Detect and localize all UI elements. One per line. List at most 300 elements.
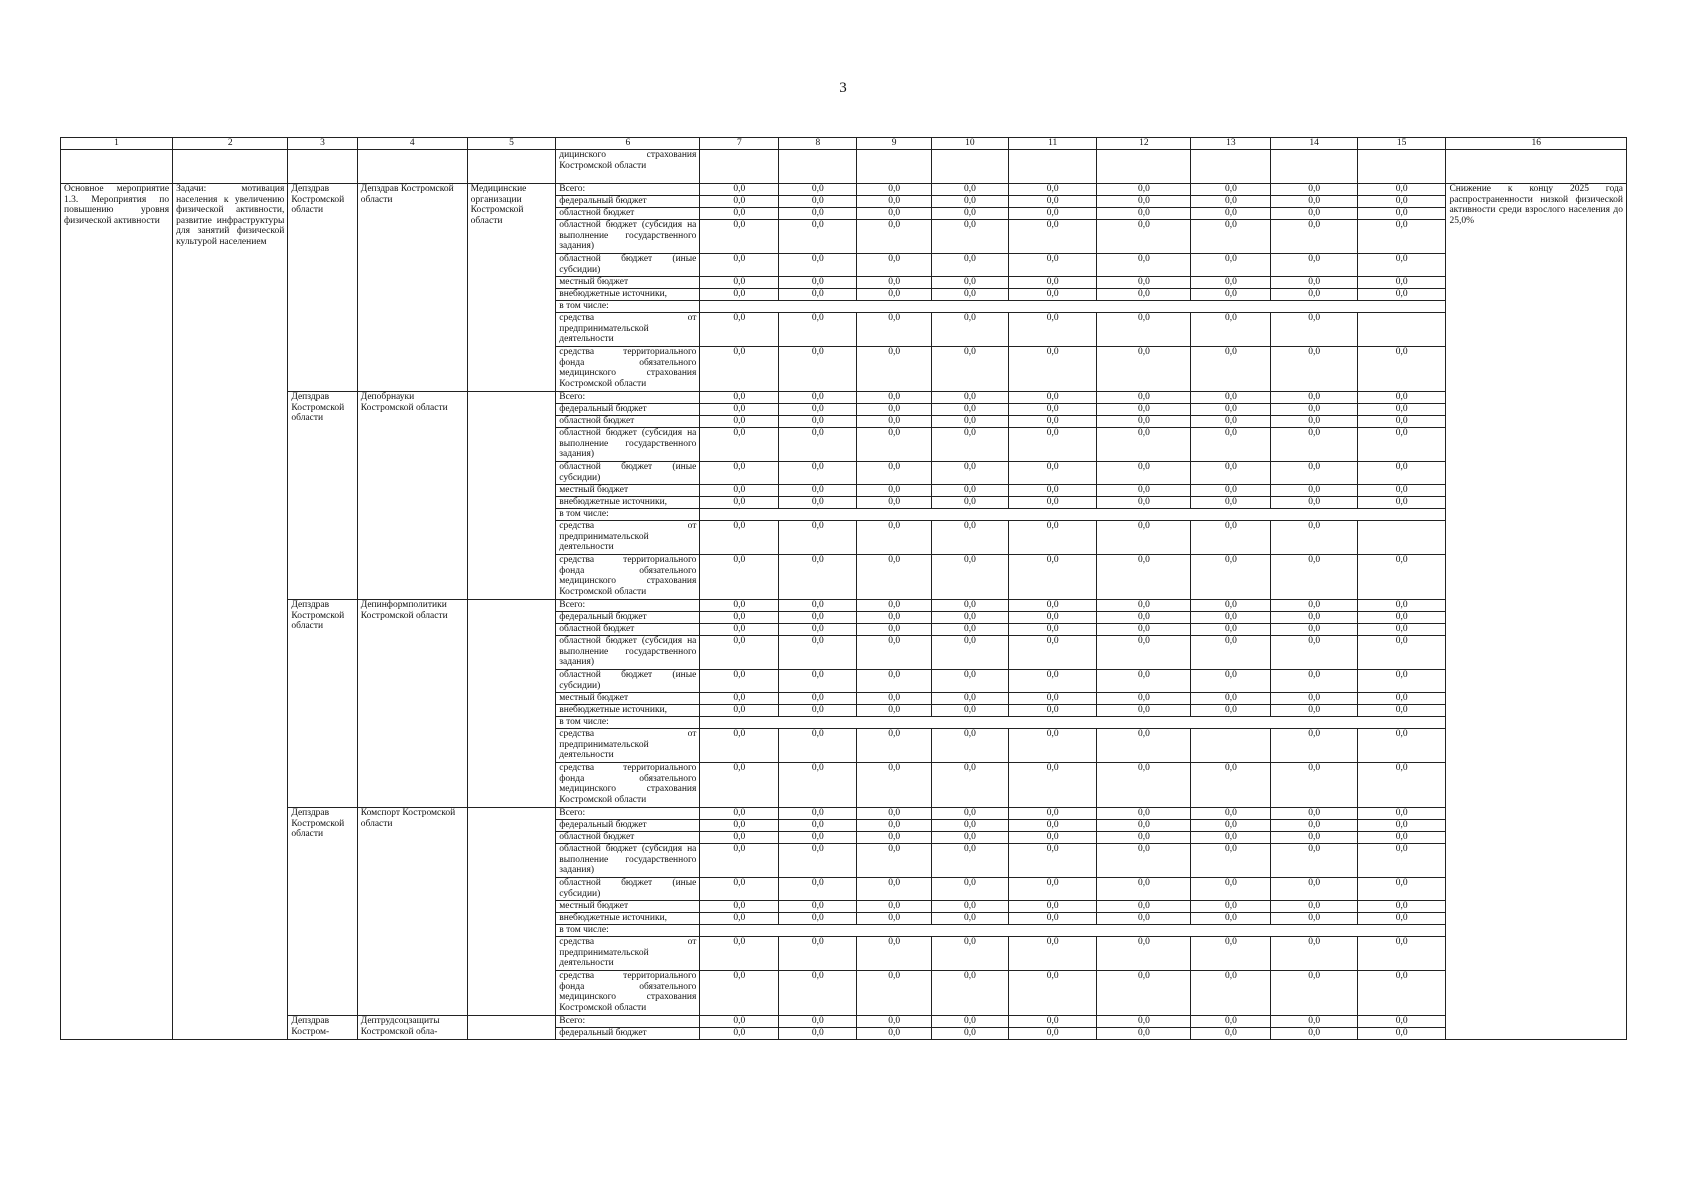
amount-cell: 0,0 xyxy=(700,184,779,196)
column-number: 3 xyxy=(288,138,357,150)
amount-cell: 0,0 xyxy=(1271,636,1357,670)
amount-cell: 0,0 xyxy=(857,289,932,301)
amount-cell: 0,0 xyxy=(1097,196,1191,208)
amount-cell: 0,0 xyxy=(1191,208,1271,220)
amount-cell: 0,0 xyxy=(779,485,857,497)
amount-cell: 0,0 xyxy=(1271,820,1357,832)
amount-cell: 0,0 xyxy=(1008,313,1097,347)
empty-cell xyxy=(779,150,857,184)
funding-source-label: областной бюджет (субсидия на выполнение государственного задания) xyxy=(556,844,700,878)
amount-cell: 0,0 xyxy=(1191,404,1271,416)
amount-cell: 0,0 xyxy=(1008,820,1097,832)
amount-cell: 0,0 xyxy=(779,220,857,254)
executor: Комспорт Костромской области xyxy=(357,808,467,1016)
amount-cell: 0,0 xyxy=(1097,832,1191,844)
amount-cell: 0,0 xyxy=(857,636,932,670)
funding-source-label: местный бюджет xyxy=(556,693,700,705)
participant xyxy=(467,808,556,1016)
funding-source-label: областной бюджет (иные субсидии) xyxy=(556,254,700,277)
amount-cell: 0,0 xyxy=(1191,392,1271,404)
amount-cell: 0,0 xyxy=(1097,636,1191,670)
amount-cell: 0,0 xyxy=(700,600,779,612)
amount-cell: 0,0 xyxy=(1271,184,1357,196)
amount-cell: 0,0 xyxy=(857,184,932,196)
amount-cell: 0,0 xyxy=(1271,462,1357,485)
funding-source-label: в том числе: xyxy=(556,717,700,729)
amount-cell: 0,0 xyxy=(857,1028,932,1040)
amount-cell: 0,0 xyxy=(700,416,779,428)
amount-cell: 0,0 xyxy=(1008,254,1097,277)
amount-cell: 0,0 xyxy=(700,971,779,1016)
amount-cell: 0,0 xyxy=(779,636,857,670)
amount-cell: 0,0 xyxy=(1357,277,1446,289)
amount-cell: 0,0 xyxy=(857,937,932,971)
amount-cell: 0,0 xyxy=(1357,184,1446,196)
funding-source-label: федеральный бюджет xyxy=(556,196,700,208)
table-row xyxy=(61,808,1627,820)
amount-cell: 0,0 xyxy=(1008,693,1097,705)
amount-cell: 0,0 xyxy=(932,428,1009,462)
empty-cell xyxy=(61,150,173,184)
amount-cell: 0,0 xyxy=(779,289,857,301)
amount-cell: 0,0 xyxy=(700,636,779,670)
amount-cell: 0,0 xyxy=(857,313,932,347)
funding-source-label: Всего: xyxy=(556,808,700,820)
amount-cell: 0,0 xyxy=(779,497,857,509)
funding-source-label: областной бюджет xyxy=(556,832,700,844)
amount-cell: 0,0 xyxy=(1097,693,1191,705)
amount-cell: 0,0 xyxy=(857,901,932,913)
column-number: 7 xyxy=(700,138,779,150)
amount-cell: 0,0 xyxy=(857,220,932,254)
amount-cell: 0,0 xyxy=(1008,497,1097,509)
amount-cell: 0,0 xyxy=(1271,555,1357,600)
funding-source-label: внебюджетные источники, xyxy=(556,497,700,509)
funding-source-label: местный бюджет xyxy=(556,277,700,289)
amount-cell: 0,0 xyxy=(779,808,857,820)
amount-cell: 0,0 xyxy=(1271,1028,1357,1040)
amount-cell: 0,0 xyxy=(857,624,932,636)
amount-cell: 0,0 xyxy=(1271,913,1357,925)
amount-cell: 0,0 xyxy=(779,521,857,555)
amount-cell: 0,0 xyxy=(1191,636,1271,670)
empty-cell xyxy=(357,150,467,184)
amount-cell: 0,0 xyxy=(1271,729,1357,763)
amount-cell: 0,0 xyxy=(1191,763,1271,808)
amount-cell: 0,0 xyxy=(1097,497,1191,509)
amount-cell: 0,0 xyxy=(1008,462,1097,485)
funding-source-label: Всего: xyxy=(556,392,700,404)
amount-cell: 0,0 xyxy=(857,670,932,693)
amount-cell: 0,0 xyxy=(700,392,779,404)
column-number: 16 xyxy=(1446,138,1627,150)
amount-cell: 0,0 xyxy=(1097,901,1191,913)
amount-cell: 0,0 xyxy=(779,1016,857,1028)
amount-cell: 0,0 xyxy=(857,808,932,820)
amount-cell: 0,0 xyxy=(1097,1028,1191,1040)
amount-cell: 0,0 xyxy=(932,705,1009,717)
amount-cell: 0,0 xyxy=(700,555,779,600)
amount-cell: 0,0 xyxy=(932,555,1009,600)
amount-cell xyxy=(1191,729,1271,763)
funding-source-label: средства территориального фонда обязательного медицинского страхования Костромской области xyxy=(556,555,700,600)
participant: Медицинские организации Костромской области xyxy=(467,184,556,392)
amount-cell: 0,0 xyxy=(779,184,857,196)
amount-cell: 0,0 xyxy=(932,521,1009,555)
amount-cell: 0,0 xyxy=(700,913,779,925)
amount-cell: 0,0 xyxy=(700,937,779,971)
amount-cell: 0,0 xyxy=(1097,971,1191,1016)
amount-cell: 0,0 xyxy=(779,693,857,705)
amount-cell: 0,0 xyxy=(1008,184,1097,196)
amount-cell: 0,0 xyxy=(1191,844,1271,878)
amount-cell: 0,0 xyxy=(857,416,932,428)
amount-cell: 0,0 xyxy=(1357,254,1446,277)
amount-cell: 0,0 xyxy=(1271,693,1357,705)
amount-cell: 0,0 xyxy=(1097,820,1191,832)
amount-cell: 0,0 xyxy=(700,254,779,277)
amount-cell: 0,0 xyxy=(779,729,857,763)
amount-cell: 0,0 xyxy=(1097,555,1191,600)
amount-cell: 0,0 xyxy=(700,1028,779,1040)
amount-cell: 0,0 xyxy=(1271,878,1357,901)
amount-cell: 0,0 xyxy=(779,277,857,289)
amount-cell: 0,0 xyxy=(1357,808,1446,820)
funding-source-label: областной бюджет (субсидия на выполнение государственного задания) xyxy=(556,428,700,462)
amount-cell: 0,0 xyxy=(779,196,857,208)
amount-cell: 0,0 xyxy=(1191,347,1271,392)
amount-cell: 0,0 xyxy=(1357,693,1446,705)
measure-name: Основное мероприятие 1.3. Мероприятия по повышению уровня физической активности xyxy=(61,184,173,1040)
amount-cell: 0,0 xyxy=(1097,220,1191,254)
amount-cell: 0,0 xyxy=(779,392,857,404)
amount-cell: 0,0 xyxy=(1191,462,1271,485)
measure-tasks: Задачи: мотивация населения к увеличению физической активности, развитие инфраструктуры для занятий физической культурой населением xyxy=(173,184,288,1040)
column-number: 8 xyxy=(779,138,857,150)
funding-source-label: областной бюджет (субсидия на выполнение государственного задания) xyxy=(556,220,700,254)
funding-source-label: Всего: xyxy=(556,600,700,612)
amount-cell: 0,0 xyxy=(1271,220,1357,254)
amount-cell: 0,0 xyxy=(1271,612,1357,624)
amount-cell: 0,0 xyxy=(1357,913,1446,925)
amount-cell: 0,0 xyxy=(1271,1016,1357,1028)
amount-cell: 0,0 xyxy=(700,705,779,717)
amount-cell: 0,0 xyxy=(1271,289,1357,301)
amount-cell: 0,0 xyxy=(1271,313,1357,347)
continuation-row xyxy=(61,150,1627,184)
funding-source-label: федеральный бюджет xyxy=(556,612,700,624)
amount-cell: 0,0 xyxy=(1008,600,1097,612)
amount-cell: 0,0 xyxy=(932,901,1009,913)
amount-cell: 0,0 xyxy=(1271,392,1357,404)
amount-cell: 0,0 xyxy=(932,636,1009,670)
table-row xyxy=(61,1016,1627,1028)
amount-cell: 0,0 xyxy=(1271,844,1357,878)
amount-cell: 0,0 xyxy=(1097,670,1191,693)
amount-cell: 0,0 xyxy=(1357,600,1446,612)
amount-cell: 0,0 xyxy=(857,844,932,878)
amount-cell: 0,0 xyxy=(932,1016,1009,1028)
amount-cell: 0,0 xyxy=(857,820,932,832)
amount-cell: 0,0 xyxy=(1191,971,1271,1016)
expected-result: Снижение к концу 2025 года распространенности низкой физической активности среди взрослого населения до 25,0% xyxy=(1446,184,1627,1040)
amount-cell: 0,0 xyxy=(1357,555,1446,600)
funding-source-label: в том числе: xyxy=(556,301,700,313)
funding-source-label: областной бюджет (иные субсидии) xyxy=(556,670,700,693)
funding-source-label: средства от предпринимательской деятельности xyxy=(556,729,700,763)
amount-cell: 0,0 xyxy=(1097,277,1191,289)
amount-cell: 0,0 xyxy=(1357,220,1446,254)
coordinator: Депздрав Костромской области xyxy=(288,808,357,1016)
amount-cell: 0,0 xyxy=(1008,636,1097,670)
amount-cell: 0,0 xyxy=(1008,1028,1097,1040)
amount-cell xyxy=(1357,313,1446,347)
funding-source-label: средства от предпринимательской деятельности xyxy=(556,937,700,971)
amount-cell: 0,0 xyxy=(1097,254,1191,277)
funding-source-label: областной бюджет (иные субсидии) xyxy=(556,462,700,485)
amount-cell: 0,0 xyxy=(1191,901,1271,913)
amount-cell: 0,0 xyxy=(932,878,1009,901)
amount-cell: 0,0 xyxy=(1097,729,1191,763)
amount-cell: 0,0 xyxy=(779,313,857,347)
coordinator: Депздрав Костром- xyxy=(288,1016,357,1040)
amount-cell: 0,0 xyxy=(1008,485,1097,497)
empty-span xyxy=(700,717,1446,729)
amount-cell: 0,0 xyxy=(1191,1016,1271,1028)
coordinator: Депздрав Костромской области xyxy=(288,600,357,808)
empty-cell xyxy=(1097,150,1191,184)
amount-cell: 0,0 xyxy=(779,462,857,485)
funding-source-label: средства от предпринимательской деятельности xyxy=(556,521,700,555)
amount-cell: 0,0 xyxy=(1271,624,1357,636)
amount-cell: 0,0 xyxy=(1357,485,1446,497)
amount-cell: 0,0 xyxy=(1191,428,1271,462)
amount-cell: 0,0 xyxy=(1271,485,1357,497)
amount-cell: 0,0 xyxy=(857,705,932,717)
amount-cell: 0,0 xyxy=(779,820,857,832)
amount-cell: 0,0 xyxy=(1191,878,1271,901)
column-number: 9 xyxy=(857,138,932,150)
amount-cell: 0,0 xyxy=(1097,521,1191,555)
amount-cell: 0,0 xyxy=(779,1028,857,1040)
amount-cell: 0,0 xyxy=(779,208,857,220)
empty-cell xyxy=(700,150,779,184)
amount-cell: 0,0 xyxy=(1008,937,1097,971)
amount-cell: 0,0 xyxy=(1357,624,1446,636)
amount-cell: 0,0 xyxy=(857,600,932,612)
amount-cell: 0,0 xyxy=(700,313,779,347)
empty-cell xyxy=(1271,150,1357,184)
amount-cell: 0,0 xyxy=(1357,497,1446,509)
participant xyxy=(467,1016,556,1040)
column-number: 4 xyxy=(357,138,467,150)
amount-cell: 0,0 xyxy=(1191,196,1271,208)
funding-source-label: областной бюджет xyxy=(556,624,700,636)
amount-cell: 0,0 xyxy=(1191,808,1271,820)
column-number-row xyxy=(61,138,1627,150)
amount-cell: 0,0 xyxy=(779,404,857,416)
funding-source-label: Всего: xyxy=(556,184,700,196)
amount-cell: 0,0 xyxy=(700,208,779,220)
amount-cell: 0,0 xyxy=(1191,485,1271,497)
amount-cell: 0,0 xyxy=(1271,416,1357,428)
column-number: 15 xyxy=(1357,138,1446,150)
amount-cell: 0,0 xyxy=(1191,289,1271,301)
amount-cell: 0,0 xyxy=(700,1016,779,1028)
amount-cell: 0,0 xyxy=(1271,521,1357,555)
funding-source-label: Всего: xyxy=(556,1016,700,1028)
amount-cell: 0,0 xyxy=(700,763,779,808)
amount-cell: 0,0 xyxy=(1271,428,1357,462)
amount-cell: 0,0 xyxy=(779,913,857,925)
amount-cell: 0,0 xyxy=(1271,254,1357,277)
amount-cell: 0,0 xyxy=(1191,254,1271,277)
amount-cell: 0,0 xyxy=(1008,1016,1097,1028)
amount-cell: 0,0 xyxy=(1271,497,1357,509)
amount-cell: 0,0 xyxy=(1097,763,1191,808)
amount-cell: 0,0 xyxy=(1191,1028,1271,1040)
amount-cell: 0,0 xyxy=(1357,416,1446,428)
amount-cell: 0,0 xyxy=(1191,600,1271,612)
amount-cell: 0,0 xyxy=(1357,763,1446,808)
amount-cell: 0,0 xyxy=(779,705,857,717)
amount-cell: 0,0 xyxy=(779,670,857,693)
amount-cell: 0,0 xyxy=(1357,612,1446,624)
amount-cell: 0,0 xyxy=(779,844,857,878)
amount-cell: 0,0 xyxy=(700,521,779,555)
amount-cell: 0,0 xyxy=(1191,277,1271,289)
amount-cell: 0,0 xyxy=(1008,878,1097,901)
amount-cell: 0,0 xyxy=(1271,208,1357,220)
amount-cell: 0,0 xyxy=(1357,1028,1446,1040)
amount-cell: 0,0 xyxy=(779,555,857,600)
funding-source-label: средства территориального фонда обязательного медицинского страхования Костромской области xyxy=(556,347,700,392)
amount-cell: 0,0 xyxy=(1357,729,1446,763)
executor: Депинформполитики Костромской области xyxy=(357,600,467,808)
amount-cell: 0,0 xyxy=(932,832,1009,844)
empty-cell xyxy=(1008,150,1097,184)
amount-cell: 0,0 xyxy=(857,485,932,497)
funding-source-label: областной бюджет (иные субсидии) xyxy=(556,878,700,901)
amount-cell: 0,0 xyxy=(1357,844,1446,878)
amount-cell: 0,0 xyxy=(1357,820,1446,832)
amount-cell: 0,0 xyxy=(1097,624,1191,636)
amount-cell: 0,0 xyxy=(932,313,1009,347)
amount-cell: 0,0 xyxy=(932,1028,1009,1040)
amount-cell: 0,0 xyxy=(1271,347,1357,392)
amount-cell: 0,0 xyxy=(1191,220,1271,254)
amount-cell: 0,0 xyxy=(1097,1016,1191,1028)
amount-cell: 0,0 xyxy=(1191,670,1271,693)
amount-cell: 0,0 xyxy=(1191,555,1271,600)
participant xyxy=(467,600,556,808)
amount-cell: 0,0 xyxy=(932,612,1009,624)
amount-cell: 0,0 xyxy=(700,670,779,693)
table-row xyxy=(61,392,1627,404)
amount-cell: 0,0 xyxy=(1191,313,1271,347)
funding-source-label: внебюджетные источники, xyxy=(556,705,700,717)
amount-cell: 0,0 xyxy=(1008,901,1097,913)
amount-cell: 0,0 xyxy=(1097,313,1191,347)
empty-cell xyxy=(857,150,932,184)
amount-cell: 0,0 xyxy=(1097,289,1191,301)
amount-cell: 0,0 xyxy=(700,277,779,289)
amount-cell: 0,0 xyxy=(1097,392,1191,404)
amount-cell: 0,0 xyxy=(1357,347,1446,392)
amount-cell: 0,0 xyxy=(1271,670,1357,693)
amount-cell: 0,0 xyxy=(1191,705,1271,717)
executor: Депобрнауки Костромской области xyxy=(357,392,467,600)
amount-cell: 0,0 xyxy=(932,277,1009,289)
amount-cell: 0,0 xyxy=(1357,705,1446,717)
amount-cell: 0,0 xyxy=(1097,913,1191,925)
column-number: 1 xyxy=(61,138,173,150)
amount-cell: 0,0 xyxy=(779,428,857,462)
amount-cell: 0,0 xyxy=(1097,428,1191,462)
amount-cell: 0,0 xyxy=(1008,428,1097,462)
amount-cell: 0,0 xyxy=(857,196,932,208)
amount-cell: 0,0 xyxy=(700,878,779,901)
funding-source-label: средства территориального фонда обязательного медицинского страхования Костромской области xyxy=(556,971,700,1016)
column-number: 6 xyxy=(556,138,700,150)
amount-cell: 0,0 xyxy=(1357,289,1446,301)
amount-cell: 0,0 xyxy=(700,428,779,462)
budget-table xyxy=(60,137,1627,1040)
amount-cell: 0,0 xyxy=(857,612,932,624)
amount-cell: 0,0 xyxy=(700,497,779,509)
amount-cell: 0,0 xyxy=(857,404,932,416)
amount-cell: 0,0 xyxy=(932,208,1009,220)
funding-source-label: средства территориального фонда обязательного медицинского страхования Костромской области xyxy=(556,763,700,808)
amount-cell: 0,0 xyxy=(1097,705,1191,717)
amount-cell: 0,0 xyxy=(700,844,779,878)
amount-cell: 0,0 xyxy=(1357,832,1446,844)
amount-cell: 0,0 xyxy=(1008,844,1097,878)
amount-cell: 0,0 xyxy=(700,808,779,820)
amount-cell: 0,0 xyxy=(1008,612,1097,624)
amount-cell: 0,0 xyxy=(1271,404,1357,416)
amount-cell: 0,0 xyxy=(857,913,932,925)
empty-span xyxy=(700,509,1446,521)
amount-cell: 0,0 xyxy=(932,670,1009,693)
column-number: 2 xyxy=(173,138,288,150)
amount-cell: 0,0 xyxy=(857,208,932,220)
amount-cell: 0,0 xyxy=(1008,705,1097,717)
funding-source-label: местный бюджет xyxy=(556,901,700,913)
funding-source-label: федеральный бюджет xyxy=(556,1028,700,1040)
funding-source-label: внебюджетные источники, xyxy=(556,913,700,925)
column-number: 13 xyxy=(1191,138,1271,150)
column-number: 14 xyxy=(1271,138,1357,150)
coordinator: Депздрав Костромской области xyxy=(288,392,357,600)
amount-cell: 0,0 xyxy=(1008,521,1097,555)
column-number: 10 xyxy=(932,138,1009,150)
amount-cell: 0,0 xyxy=(700,901,779,913)
funding-source-label: областной бюджет xyxy=(556,208,700,220)
amount-cell: 0,0 xyxy=(1271,937,1357,971)
amount-cell: 0,0 xyxy=(857,392,932,404)
table-row xyxy=(61,184,1627,196)
funding-source-label: в том числе: xyxy=(556,925,700,937)
amount-cell: 0,0 xyxy=(700,485,779,497)
table-row xyxy=(61,600,1627,612)
amount-cell: 0,0 xyxy=(932,347,1009,392)
amount-cell: 0,0 xyxy=(1008,670,1097,693)
amount-cell: 0,0 xyxy=(1357,670,1446,693)
amount-cell: 0,0 xyxy=(1191,693,1271,705)
column-number: 5 xyxy=(467,138,556,150)
amount-cell: 0,0 xyxy=(1008,196,1097,208)
